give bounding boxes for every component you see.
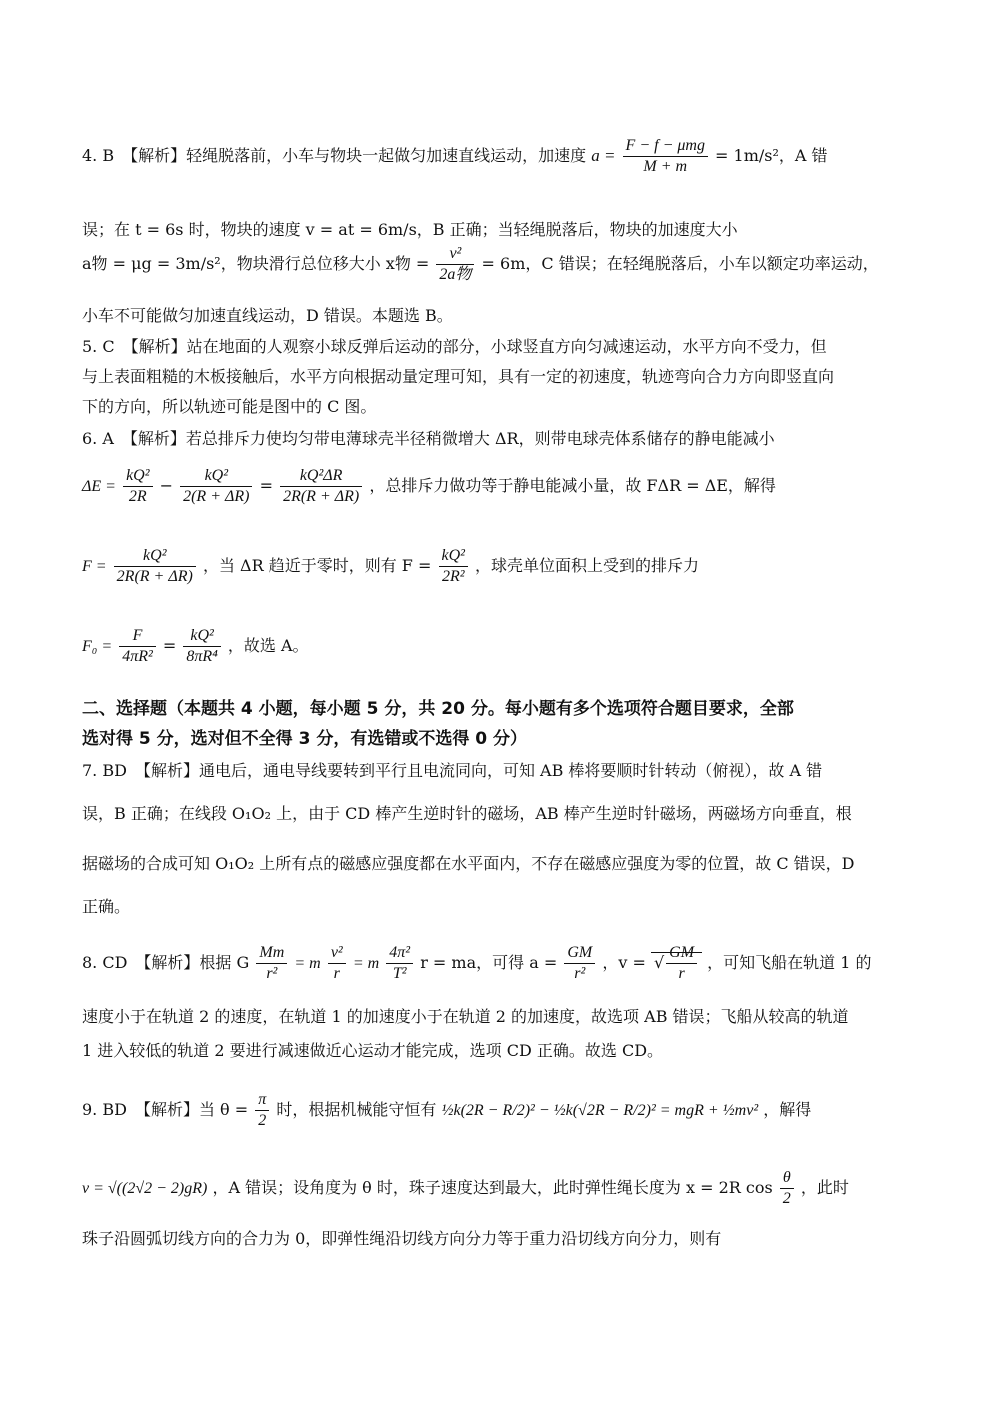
square-root: √ $\frac{GM}{r}$ xyxy=(651,952,702,972)
q8-text: = m xyxy=(352,955,380,972)
denominator: 2(R + ΔR) xyxy=(183,488,250,505)
q8-text: r = ma，可得 a = xyxy=(420,953,558,972)
q6-line-1: 6. A 【解析】若总排斥力使均匀带电薄球壳半径稍微增大 ΔR，则带电球壳体系储存的静电能减小 xyxy=(82,429,775,448)
denominator: 4πR² xyxy=(122,648,153,665)
formula-lhs: F₀ = xyxy=(82,638,113,655)
fraction xyxy=(780,1168,794,1209)
q6-text: ，球壳单位面积上受到的排斥力 xyxy=(475,556,700,575)
section-heading-line-2: 选对得 5 分，选对但不全得 3 分，有选错或不选得 0 分） xyxy=(82,729,527,749)
formula-lhs: F = xyxy=(82,558,107,575)
fraction xyxy=(255,1090,269,1131)
numerator: kQ²ΔR xyxy=(280,466,362,487)
numerator: F − f − μmg xyxy=(623,136,708,157)
denominator: 2 xyxy=(258,1112,267,1129)
denominator: r xyxy=(678,965,685,982)
denominator: r xyxy=(333,965,340,982)
numerator: Mm xyxy=(256,943,287,964)
fraction xyxy=(180,466,252,507)
formula-lhs: a = xyxy=(591,146,616,165)
q9-text: 9. BD 【解析】当 θ = xyxy=(82,1100,249,1119)
formula-lhs: ΔE = xyxy=(82,478,116,495)
numerator: kQ² xyxy=(180,466,252,487)
q9-text: 时，根据机械能守恒有 xyxy=(276,1100,437,1119)
q9-line-1 xyxy=(82,1090,922,1131)
q9-text: ，解得 xyxy=(763,1100,812,1119)
fraction xyxy=(183,626,220,667)
numerator: kQ² xyxy=(183,626,220,647)
numerator: kQ² xyxy=(123,466,152,487)
denominator: M + m xyxy=(643,158,688,175)
fraction xyxy=(256,943,287,984)
q6-line-3 xyxy=(82,546,922,587)
denominator: 2R(R + ΔR) xyxy=(283,488,360,505)
numerator: v² xyxy=(436,244,474,265)
q5-line-1: 5. C 【解析】站在地面的人观察小球反弹后运动的部分，小球竖直方向匀减速运动，水平方向不受力，但 xyxy=(82,337,827,356)
q6-text: ，总排斥力做功等于静电能减小量，故 FΔR = ΔE，解得 xyxy=(369,476,776,495)
q6-text: ，故选 A。 xyxy=(227,636,309,655)
denominator: r² xyxy=(574,965,586,982)
fraction xyxy=(386,943,413,984)
fraction xyxy=(280,466,362,507)
q9-text: ，A 错误；设角度为 θ 时，珠子速度达到最大，此时弹性绳长度为 x = 2R cos xyxy=(212,1178,773,1197)
q8-line-1 xyxy=(82,943,922,984)
q8-line-3: 1 进入较低的轨道 2 要进行减速做近心运动才能完成，选项 CD 正确。故选 CD。 xyxy=(82,1041,664,1060)
fraction xyxy=(119,626,156,667)
q6-line-4: F₀ = $\frac{F}{\text{4πR²}}$ = $\frac{\text{kQ²}}{\text{8πR⁴}}$ ，故选 A。 xyxy=(82,627,309,665)
q8-text: = m xyxy=(294,955,321,972)
denominator: 8πR⁴ xyxy=(186,648,218,665)
q6-text: ，当 ΔR 趋近于零时，则有 F = xyxy=(202,556,432,575)
q4-line-2: 误；在 t = 6s 时，物块的速度 v = at = 6m/s，B 正确；当轻绳脱落后，物块的加速度大小 xyxy=(82,220,738,239)
q4-text: = 1m/s²，A 错 xyxy=(715,146,828,165)
q7-line-3: 据磁场的合成可知 O₁O₂ 上所有点的磁感应强度都在水平面内，不存在磁感应强度为零的位置，故 C 错误，D xyxy=(82,854,855,873)
q9-line-2 xyxy=(82,1168,922,1209)
numerator: GM xyxy=(666,943,697,964)
fraction xyxy=(114,546,196,587)
denominator: 2R xyxy=(128,488,147,505)
q8-text: 8. CD 【解析】根据 G xyxy=(82,953,250,972)
fraction xyxy=(666,943,697,984)
q5-line-3: 下的方向，所以轨迹可能是图中的 C 图。 xyxy=(82,397,377,416)
denominator: T² xyxy=(392,965,407,982)
q9-line-3: 珠子沿圆弧切线方向的合力为 0，即弹性绳沿切线方向分力等于重力沿切线方向分力，则有 xyxy=(82,1229,722,1248)
q4-text: = 6m，C 错误；在轻绳脱落后，小车以额定功率运动， xyxy=(481,254,879,273)
fraction xyxy=(623,136,708,177)
numerator: 4π² xyxy=(386,943,413,964)
q9-text: ，此时 xyxy=(800,1178,849,1197)
q4-text: 4. B 【解析】轻绳脱落前，小车与物块一起做匀加速直线运动，加速度 xyxy=(82,146,587,165)
fraction xyxy=(564,943,595,984)
denominator: 2 xyxy=(782,1190,791,1207)
q6-line-2: ΔE = $\frac{\text{kQ²}}{2R}$ − $\frac{\text{kQ²}}{2(R + \Delta R)}$ = $\frac{\text{kQ²ΔR}}{2R(R + \Delta R)}$ ，总排斥力做功等于静电能减小量，故 FΔR = ΔE，解得 xyxy=(82,467,776,505)
numerator: GM xyxy=(564,943,595,964)
energy-equation: ½k(2R − R/2)² − ½k(√2R − R/2)² = mgR + ½mv² xyxy=(441,1102,759,1119)
numerator: θ xyxy=(780,1168,794,1189)
denominator: 2a物 xyxy=(439,266,472,283)
formula-lhs: v = √((2√2 − 2)gR) xyxy=(82,1180,208,1197)
numerator: kQ² xyxy=(114,546,196,567)
q4-line-4: 小车不可能做匀加速直线运动，D 错误。本题选 B。 xyxy=(82,306,453,325)
q8-line-2: 速度小于在轨道 2 的速度，在轨道 1 的加速度小于在轨道 2 的加速度，故选项 AB 错误；飞船从较高的轨道 xyxy=(82,1007,849,1026)
q4-line-1 xyxy=(82,136,922,177)
q7-line-4: 正确。 xyxy=(82,897,131,916)
numerator: π xyxy=(255,1090,269,1111)
fraction xyxy=(439,546,468,587)
fraction xyxy=(328,943,346,984)
fraction xyxy=(436,244,474,285)
q7-line-2: 误，B 正确；在线段 O₁O₂ 上，由于 CD 棒产生逆时针的磁场，AB 棒产生逆时针磁场，两磁场方向垂直，根 xyxy=(82,804,852,823)
q8-text: ，v = xyxy=(602,953,646,972)
denominator: r² xyxy=(266,965,278,982)
q5-line-2: 与上表面粗糙的木板接触后，水平方向根据动量定理可知，具有一定的初速度，轨迹弯向合力方向即竖直向 xyxy=(82,367,835,386)
fraction xyxy=(123,466,152,507)
denominator: 2R² xyxy=(441,568,465,585)
q4-text: a物 = μg = 3m/s²，物块滑行总位移大小 x物 = xyxy=(82,254,430,273)
numerator: F xyxy=(119,626,156,647)
q8-text: ，可知飞船在轨道 1 的 xyxy=(707,953,872,972)
q4-line-3 xyxy=(82,244,922,285)
denominator: 2R(R + ΔR) xyxy=(116,568,193,585)
numerator: kQ² xyxy=(439,546,468,567)
q7-line-1: 7. BD 【解析】通电后，通电导线要转到平行且电流同向，可知 AB 棒将要顺时针转动（俯视），故 A 错 xyxy=(82,761,823,780)
numerator: v² xyxy=(328,943,346,964)
section-heading-line-1: 二、选择题（本题共 4 小题，每小题 5 分，共 20 分。每小题有多个选项符合题目要求，全部 xyxy=(82,699,794,719)
